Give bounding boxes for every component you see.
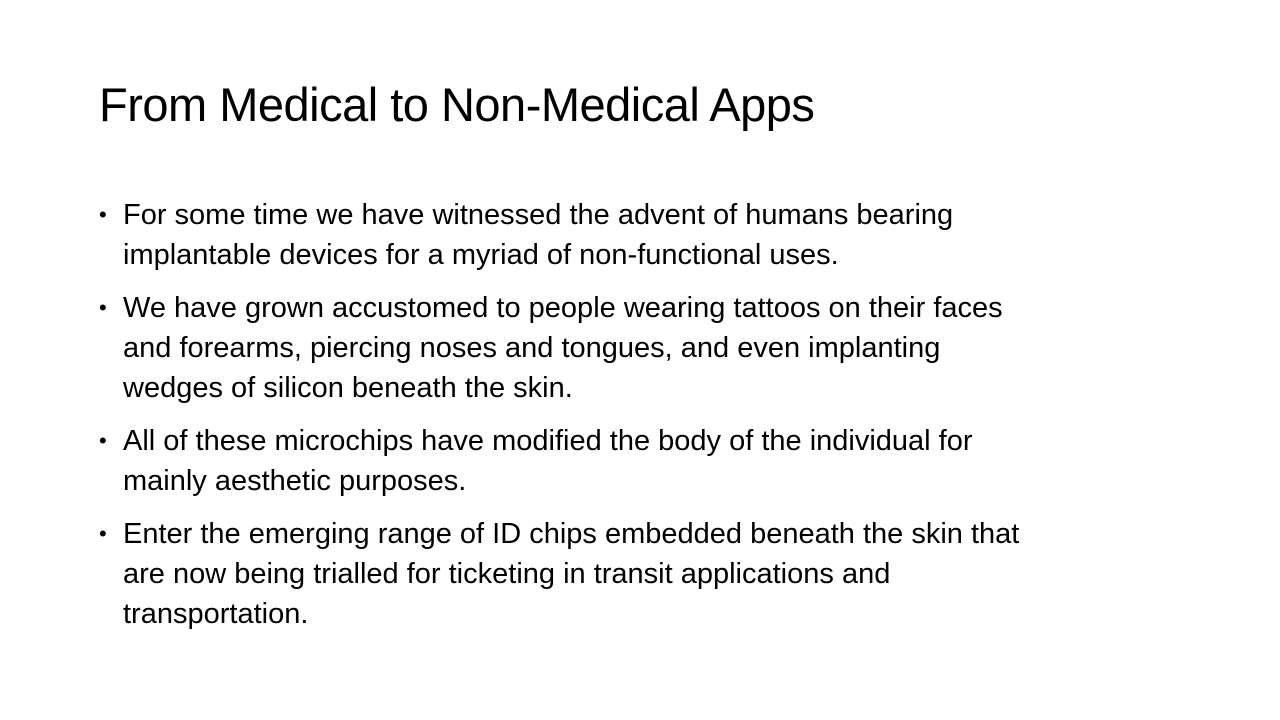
bullet-point-icon: •: [99, 521, 107, 546]
bullet-text: For some time we have witnessed the advent of humans bearing implantable devices for a myriad of non-functional uses.: [123, 199, 954, 271]
bullet-list: [99, 195, 1199, 647]
bullet-point-icon: •: [99, 295, 107, 320]
bullet-item: [99, 514, 1199, 634]
bullet-text: We have grown accustomed to people wearing tattoos on their faces and forearms, piercing noses and tongues, and even implanting wedges of silicon beneath the skin.: [123, 292, 1003, 404]
bullet-text: All of these microchips have modified the body of the individual for mainly aesthetic purposes.: [123, 425, 973, 497]
bullet-point-icon: •: [99, 202, 107, 227]
bullet-item: [99, 421, 1199, 501]
bullet-item: [99, 195, 1199, 275]
bullet-text: Enter the emerging range of ID chips embedded beneath the skin that are now being trialled for ticketing in transit applications and transportation.: [123, 518, 1020, 630]
bullet-item: [99, 288, 1199, 408]
bullet-point-icon: •: [99, 428, 107, 453]
slide-title: From Medical to Non-Medical Apps: [99, 78, 815, 131]
